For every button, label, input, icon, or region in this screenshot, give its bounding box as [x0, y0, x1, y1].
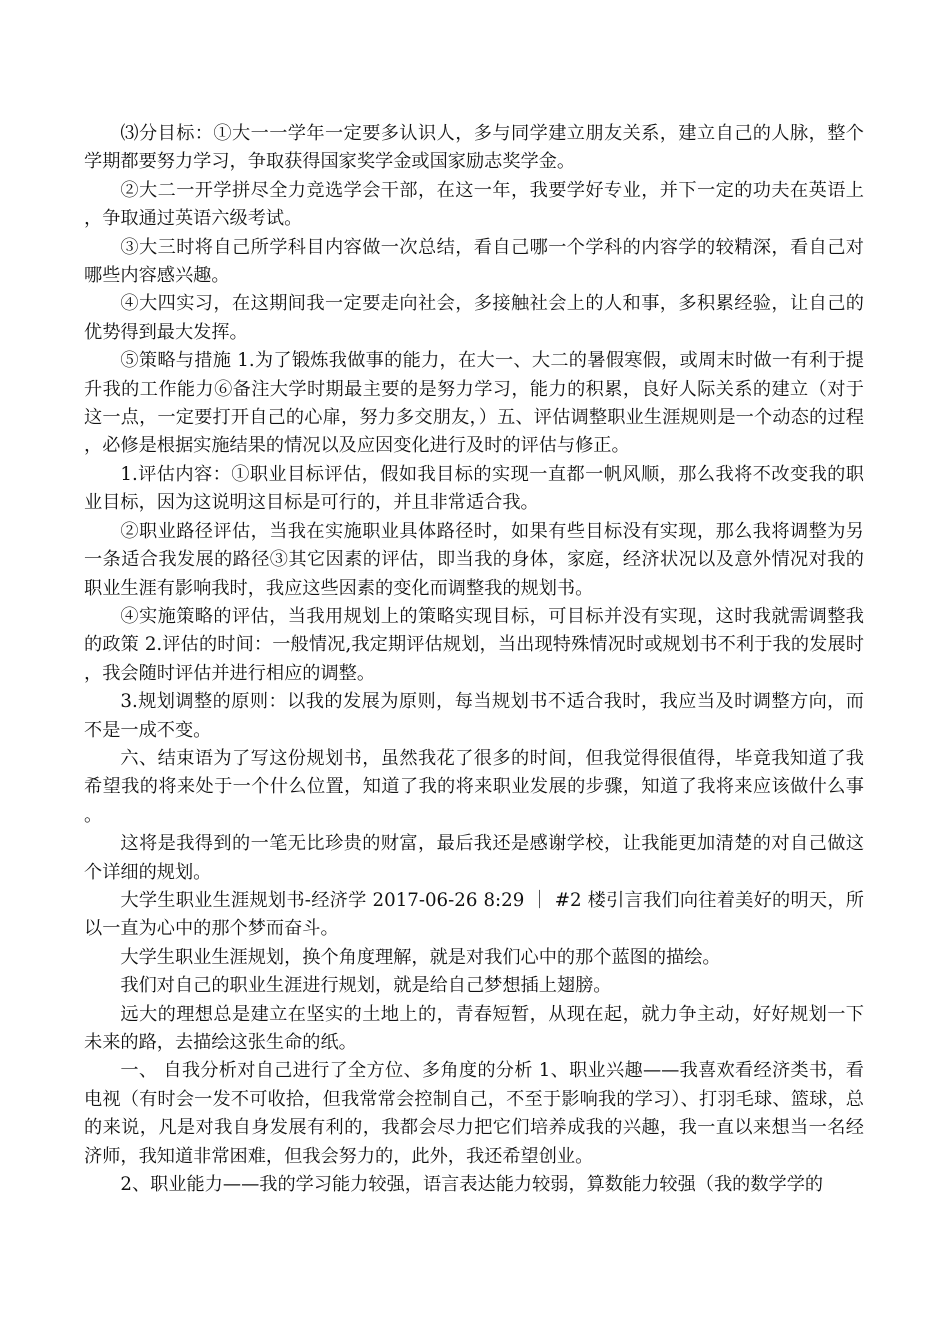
paragraph-conclusion: 六、结束语为了写这份规划书，虽然我花了很多的时间，但我觉得很值得，毕竟我知道了我希望我的将来处于一个什么位置，知道了我的将来职业发展的步骤，知道了我将来应该做什么事。 [84, 747, 864, 826]
paragraph-senior-goal: ④大四实习，在这期间我一定要走向社会，多接触社会上的人和事，多积累经验，让自己的优势得到最大发挥。 [84, 293, 864, 343]
paragraph-ideals: 远大的理想总是建立在坚实的土地上的，青春短暂，从现在起，就力争主动，好好规划一下未来的路，去描绘这张生命的纸。 [84, 1003, 864, 1053]
paragraph-adjustment-principle: 3.规划调整的原则：以我的发展为原则，每当规划书不适合我时，我应当及时调整方向，而不是一成不变。 [84, 691, 864, 741]
paragraph-evaluation-content: 1.评估内容：①职业目标评估，假如我目标的实现一直都一帆风顺，那么我将不改变我的职业目标，因为这说明这目标是可行的，并且非常适合我。 [84, 463, 864, 514]
paragraph-strategy-evaluation: ④实施策略的评估，当我用规划上的策略实现目标，可目标并没有实现，这时我就需调整我的政策 2.评估的时间：一般情况,我定期评估规划，当出现特殊情况时或规划书不利于我的发展时，我会随时评估并进行相应的调整。 [84, 605, 864, 684]
paragraph-second-post-intro: 大学生职业生涯规划书-经济学 2017-06-26 8:29 ｜ #2 楼引言我们向往着美好的明天，所以一直为心中的那个梦而奋斗。 [84, 889, 864, 940]
paragraph-self-analysis: 一、 自我分析对自己进行了全方位、多角度的分析 1、职业兴趣——我喜欢看经济类书，看电视（有时会一发不可收拾，但我常常会控制自己，不至于影响我的学习）、打羽毛球、篮球，总的来说，凡是对我自身发展有利的，我都会尽力把它们培养成我的兴趣，我一直以来想当一名经济师，我知道非常困难，但我会努力的，此外，我还希望创业。 [84, 1060, 864, 1167]
paragraph-sub-goals: ⑶分目标：①大一一学年一定要多认识人，多与同学建立朋友关系，建立自己的人脉，整个学期都要努力学习，争取获得国家奖学金或国家励志奖学金。 [84, 123, 864, 173]
paragraph-career-ability: 2、职业能力——我的学习能力较强，语言表达能力较弱，算数能力较强（我的数学学的 [120, 1174, 824, 1196]
paragraph-gratitude: 这将是我得到的一笔无比珍贵的财富，最后我还是感谢学校，让我能更加清楚的对自己做这个详细的规划。 [84, 833, 864, 883]
paragraph-sophomore-goal: ②大二一开学拼尽全力竞选学会干部，在这一年，我要学好专业，并下一定的功夫在英语上，争取通过英语六级考试。 [84, 179, 864, 230]
paragraph-dream-wings: 我们对自己的职业生涯进行规划，就是给自己梦想插上翅膀。 [120, 975, 612, 997]
paragraph-career-planning: 大学生职业生涯规划，换个角度理解，就是对我们心中的那个蓝图的描绘。 [120, 946, 721, 968]
paragraph-strategies: ⑤策略与措施 1.为了锻炼我做事的能力，在大一、大二的暑假寒假，或周末时做一有利于提升我的工作能力⑥备注大学时期最主要的是努力学习，能力的积累，良好人际关系的建立（对于这一点，一定要打开自己的心扉，努力多交朋友，）五、评估调整职业生涯规则是一个动态的过程，必修是根据实施结果的情况以及应因变化进行及时的评估与修正。 [84, 350, 864, 457]
paragraph-path-evaluation: ②职业路径评估，当我在实施职业具体路径时，如果有些目标没有实现，那么我将调整为另一条适合我发展的路径③其它因素的评估，即当我的身体，家庭，经济状况以及意外情况对我的职业生涯有影响我时，我应这些因素的变化而调整我的规划书。 [84, 520, 864, 599]
document-body [84, 120, 864, 1199]
paragraph-junior-goal: ③大三时将自己所学科目内容做一次总结，看自己哪一个学科的内容学的较精深，看自己对哪些内容感兴趣。 [84, 236, 864, 287]
